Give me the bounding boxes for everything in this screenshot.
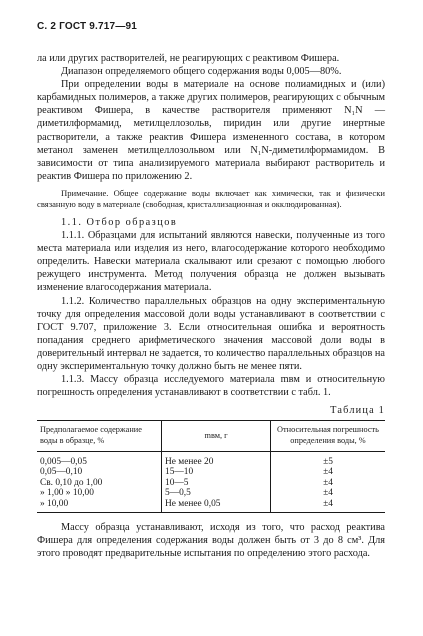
table-cell: 5—0,5 [162,488,271,499]
paragraph-sample-mass: Массу образца устанавливают, исходя из того, что расход реактива Фишера для определения содержания воды должен быть от 3 до 8 см³. Для этого проводят предварительные испытания по определению этого расхода. [37,521,385,559]
table-caption: Таблица 1 [330,405,385,417]
table-header-row [37,421,385,451]
table-cell: 0,05—0,10 [40,467,83,478]
paragraph-solvents: При определении воды в материале на основе полиамидных и (или) карбамидных полимеров, а также других полимеров, реагирующих с обычным реактивом Фишера, в качестве растворителя применяют N₁N — диметилформамид, метилцеллозольв, пиридин или другие инертные растворители, а также реактив Фишера измененного состава, в котором метанол заменен метилцеллозольвом или N₁N-диметилформамидом. В зависимости от типа анализируемого материала выбирают растворитель и реактив Фишера по приложению 2. [37,79,385,182]
table-cell: ±4 [271,467,386,478]
section-title [37,216,385,229]
table-cell: 15—10 [162,467,271,478]
section-title-text: 1.1. Отбор образцов [61,216,178,228]
table-1 [37,420,385,512]
page-header: С. 2 ГОСТ 9.717—91 [37,21,138,32]
table-cell: Не менее 0,05 [162,499,271,512]
table-header-error: Относительная погрешность определения воды, % [271,421,386,451]
paragraph-continued: ла или других растворителей, не реагирующих с реактивом Фишера. [37,53,340,64]
table-cell: ±5 [271,451,386,467]
table-row [37,451,385,467]
table-cell: 0,005—0,05 [40,456,87,467]
table-cell: Не менее 20 [162,451,271,467]
table-cell: Св. 0,10 до 1,00 [40,477,103,488]
table-cell: » 10,00 [37,499,162,512]
table-cell: ±4 [271,478,386,489]
table-cell: ±4 [271,499,386,512]
table-header-mass: mвм, г [162,421,271,451]
table-header-content: Предполагаемое содержание воды в образце, % [37,421,162,451]
paragraph-range: Диапазон определяемого общего содержания воды 0,005—80%. [61,66,342,78]
document-body [37,52,385,560]
paragraph-1-1-3: 1.1.3. Массу образца исследуемого материала mвм и относительную погрешность определения устанавливают в соответствии с табл. 1. [37,374,385,399]
table-row [37,467,385,478]
paragraph-1-1-2: 1.1.2. Количество параллельных образцов на одну экспериментальную точку для определения массовой доли воды устанавливают в соответствии с ГОСТ 9.707, приложение 3. Если относительная ошибка и вероятность попадания среднего арифметического значения массовой доли воды в доверительный интервал не задается, то количество параллельных образцов на одну экспериментальную точку должно быть не менее пяти. [37,295,385,372]
table-row [37,499,385,512]
table-cell: ±4 [271,488,386,499]
paragraph-1-1-1: 1.1.1. Образцами для испытаний являются навески, полученные из того места материала или изделия из него, влагосодержание которого необходимо определить. Навески материала скалывают или срезают с помощью любого режущего инструмента. Метод получения образца не должен вызывать изменение влагосодержания материала. [37,230,385,294]
table-row [37,478,385,489]
table-row [37,488,385,499]
note-paragraph: Примечание. Общее содержание воды включает как химически, так и физически связанную воду в материале (свободная, кристаллизационная и окклюдированная). [37,187,385,209]
table-cell: 10—5 [162,478,271,489]
table-cell: » 1,00 » 10,00 [40,488,94,499]
